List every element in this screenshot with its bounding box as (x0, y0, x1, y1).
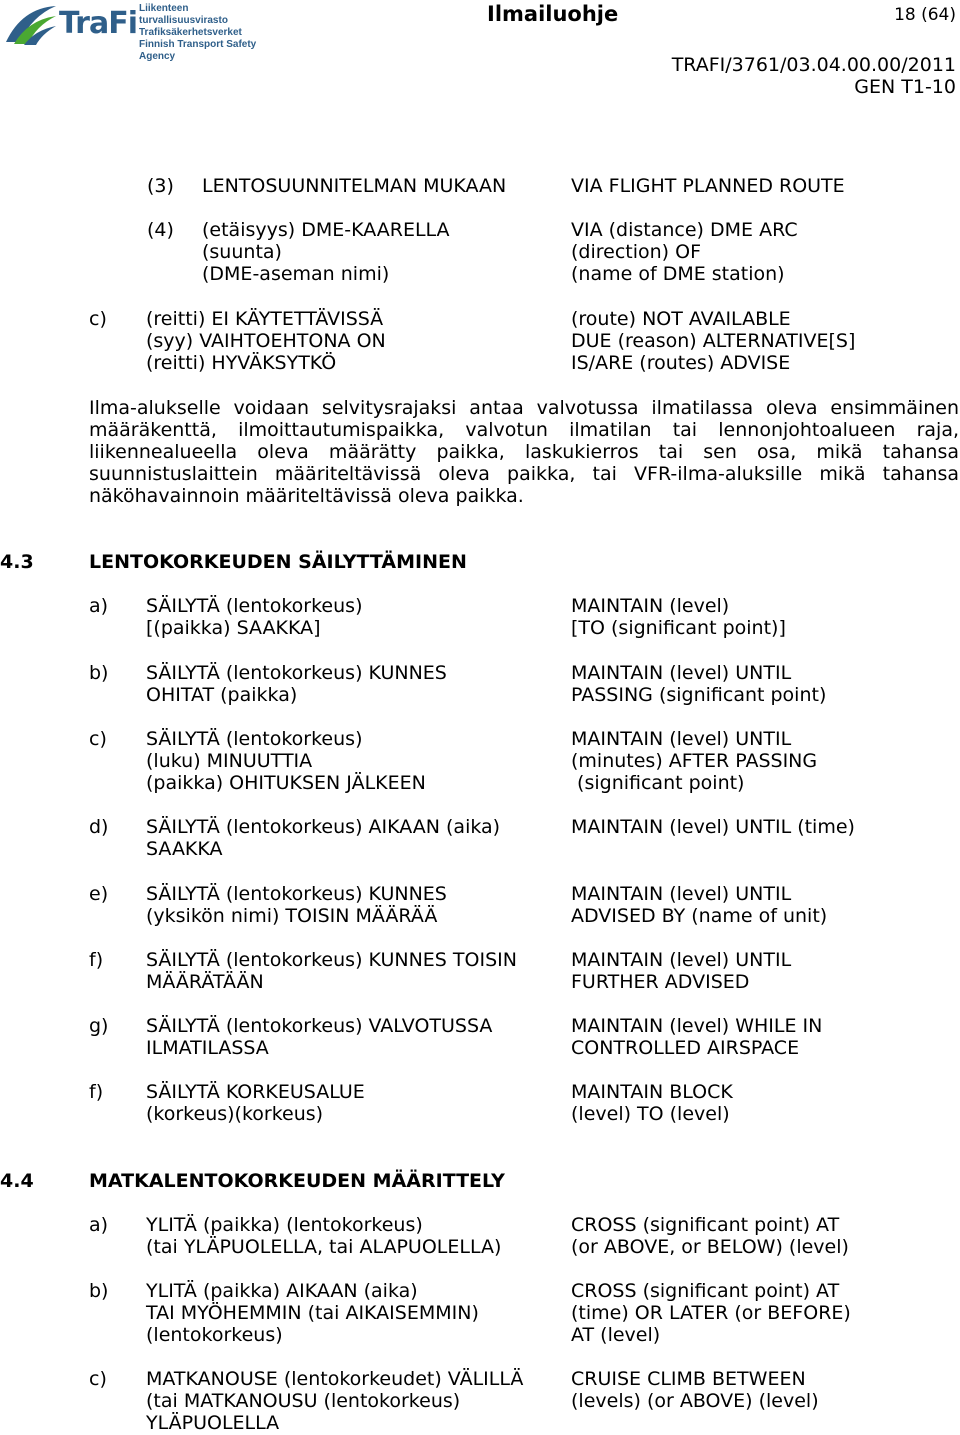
english-phrase: MAINTAIN (level) (571, 595, 730, 617)
finnish-phrase: (luku) MINUUTTIA (146, 750, 313, 772)
english-phrase: VIA FLIGHT PLANNED ROUTE (571, 175, 845, 197)
logo-wordmark: TraFi (59, 6, 137, 41)
finnish-phrase: SÄILYTÄ (lentokorkeus) (146, 728, 363, 750)
english-phrase: ADVISED BY (name of unit) (571, 905, 828, 927)
item-label: d) (89, 816, 109, 838)
english-phrase: PASSING (significant point) (571, 684, 827, 706)
finnish-phrase: SÄILYTÄ (lentokorkeus) (146, 595, 363, 617)
english-phrase: MAINTAIN (level) WHILE IN (571, 1015, 823, 1037)
finnish-phrase: (lentokorkeus) (146, 1324, 283, 1346)
english-phrase: (direction) OF (571, 241, 702, 263)
trafi-logo (2, 0, 277, 62)
document-title: Ilmailuohje (487, 2, 619, 26)
english-phrase: DUE (reason) ALTERNATIVE[S] (571, 330, 856, 352)
page-header (0, 0, 960, 110)
item-label: a) (89, 595, 109, 617)
clearance-limit-paragraph: Ilma-alukselle voidaan selvitysrajaksi antaa valvotussa ilmatilassa oleva ensimmäinen määräkenttä, ilmoittautumispaikka, valvotun ilmatilan tai lennonjohtoalueen raja, liikennealueella oleva määrätty paikka, laskukierros tai sen osa, mikä tahansa suunnistuslaittein määriteltävissä oleva paikka, tai VFR-ilma-aluksille mikä tahansa näköhavainnoin määriteltävissä oleva paikka. (89, 397, 959, 507)
item-label: c) (89, 1368, 107, 1390)
finnish-phrase: YLITÄ (paikka) AIKAAN (aika) (146, 1280, 418, 1302)
finnish-phrase: SÄILYTÄ (lentokorkeus) KUNNES (146, 662, 447, 684)
english-phrase: [TO (significant point)] (571, 617, 786, 639)
english-phrase: CRUISE CLIMB BETWEEN (571, 1368, 806, 1390)
finnish-phrase: (DME-aseman nimi) (202, 263, 390, 285)
item-label: a) (89, 1214, 109, 1236)
section-number-4-3: 4.3 (0, 551, 34, 573)
finnish-phrase: (etäisyys) DME-KAARELLA (202, 219, 450, 241)
finnish-phrase: (suunta) (202, 241, 282, 263)
english-phrase: (or ABOVE, or BELOW) (level) (571, 1236, 849, 1258)
finnish-phrase: OHITAT (paikka) (146, 684, 298, 706)
english-phrase: (name of DME station) (571, 263, 785, 285)
finnish-phrase: TAI MYÖHEMMIN (tai AIKAISEMMIN) (146, 1302, 479, 1324)
page-number: 18 (64) (894, 5, 956, 25)
finnish-phrase: (reitti) EI KÄYTETTÄVISSÄ (146, 308, 384, 330)
english-phrase: MAINTAIN (level) UNTIL (571, 949, 792, 971)
item-label: f) (89, 1081, 104, 1103)
english-phrase: CROSS (significant point) AT (571, 1280, 840, 1302)
english-phrase: VIA (distance) DME ARC (571, 219, 798, 241)
finnish-phrase: SÄILYTÄ KORKEUSALUE (146, 1081, 365, 1103)
english-phrase: (significant point) (571, 772, 745, 794)
section-number-4-4: 4.4 (0, 1170, 34, 1192)
finnish-phrase: LENTOSUUNNITELMAN MUKAAN (202, 175, 507, 197)
english-phrase: CROSS (significant point) AT (571, 1214, 840, 1236)
finnish-phrase: (tai YLÄPUOLELLA, tai ALAPUOLELLA) (146, 1236, 502, 1258)
finnish-phrase: (yksikön nimi) TOISIN MÄÄRÄÄ (146, 905, 438, 927)
item-label: g) (89, 1015, 109, 1037)
finnish-phrase: YLÄPUOLELLA (146, 1412, 280, 1434)
english-phrase: AT (level) (571, 1324, 661, 1346)
finnish-phrase: (reitti) HYVÄKSYTKÖ (146, 352, 337, 374)
item-label: c) (89, 728, 107, 750)
finnish-phrase: YLITÄ (paikka) (lentokorkeus) (146, 1214, 423, 1236)
finnish-phrase: SÄILYTÄ (lentokorkeus) AIKAAN (aika) (146, 816, 501, 838)
item-label: (3) (147, 175, 174, 197)
english-phrase: (minutes) AFTER PASSING (571, 750, 818, 772)
trafi-logo-mark-icon (2, 2, 58, 48)
english-phrase: CONTROLLED AIRSPACE (571, 1037, 800, 1059)
finnish-phrase: SÄILYTÄ (lentokorkeus) KUNNES TOISIN (146, 949, 517, 971)
english-phrase: MAINTAIN BLOCK (571, 1081, 733, 1103)
english-phrase: (level) TO (level) (571, 1103, 730, 1125)
finnish-phrase: (tai MATKANOUSU (lentokorkeus) (146, 1390, 461, 1412)
section-title-4-4: MATKALENTOKORKEUDEN MÄÄRITTELY (89, 1170, 505, 1192)
finnish-phrase: (syy) VAIHTOEHTONA ON (146, 330, 386, 352)
item-label: e) (89, 883, 109, 905)
english-phrase: IS/ARE (routes) ADVISE (571, 352, 791, 374)
finnish-phrase: MATKANOUSE (lentokorkeudet) VÄLILLÄ (146, 1368, 524, 1390)
logo-agency-names: Liikenteen turvallisuusvirasto Trafiksäkerhetsverket Finnish Transport Safety Agency (139, 3, 257, 62)
english-phrase: MAINTAIN (level) UNTIL (571, 883, 792, 905)
finnish-phrase: (korkeus)(korkeus) (146, 1103, 324, 1125)
document-code: GEN T1-10 (854, 76, 956, 98)
item-label: f) (89, 949, 104, 971)
english-phrase: FURTHER ADVISED (571, 971, 750, 993)
section-title-4-3: LENTOKORKEUDEN SÄILYTTÄMINEN (89, 551, 467, 573)
english-phrase: (route) NOT AVAILABLE (571, 308, 791, 330)
document-reference: TRAFI/3761/03.04.00.00/2011 (671, 54, 956, 76)
finnish-phrase: (paikka) OHITUKSEN JÄLKEEN (146, 772, 426, 794)
english-phrase: MAINTAIN (level) UNTIL (571, 662, 792, 684)
finnish-phrase: SÄILYTÄ (lentokorkeus) KUNNES (146, 883, 447, 905)
item-label: b) (89, 1280, 109, 1302)
english-phrase: MAINTAIN (level) UNTIL (time) (571, 816, 855, 838)
item-label: b) (89, 662, 109, 684)
finnish-phrase: ILMATILASSA (146, 1037, 269, 1059)
finnish-phrase: [(paikka) SAAKKA] (146, 617, 321, 639)
finnish-phrase: SÄILYTÄ (lentokorkeus) VALVOTUSSA (146, 1015, 493, 1037)
item-label: (4) (147, 219, 174, 241)
finnish-phrase: MÄÄRÄTÄÄN (146, 971, 264, 993)
english-phrase: (time) OR LATER (or BEFORE) (571, 1302, 851, 1324)
english-phrase: MAINTAIN (level) UNTIL (571, 728, 792, 750)
english-phrase: (levels) (or ABOVE) (level) (571, 1390, 819, 1412)
item-label: c) (89, 308, 107, 330)
finnish-phrase: SAAKKA (146, 838, 223, 860)
